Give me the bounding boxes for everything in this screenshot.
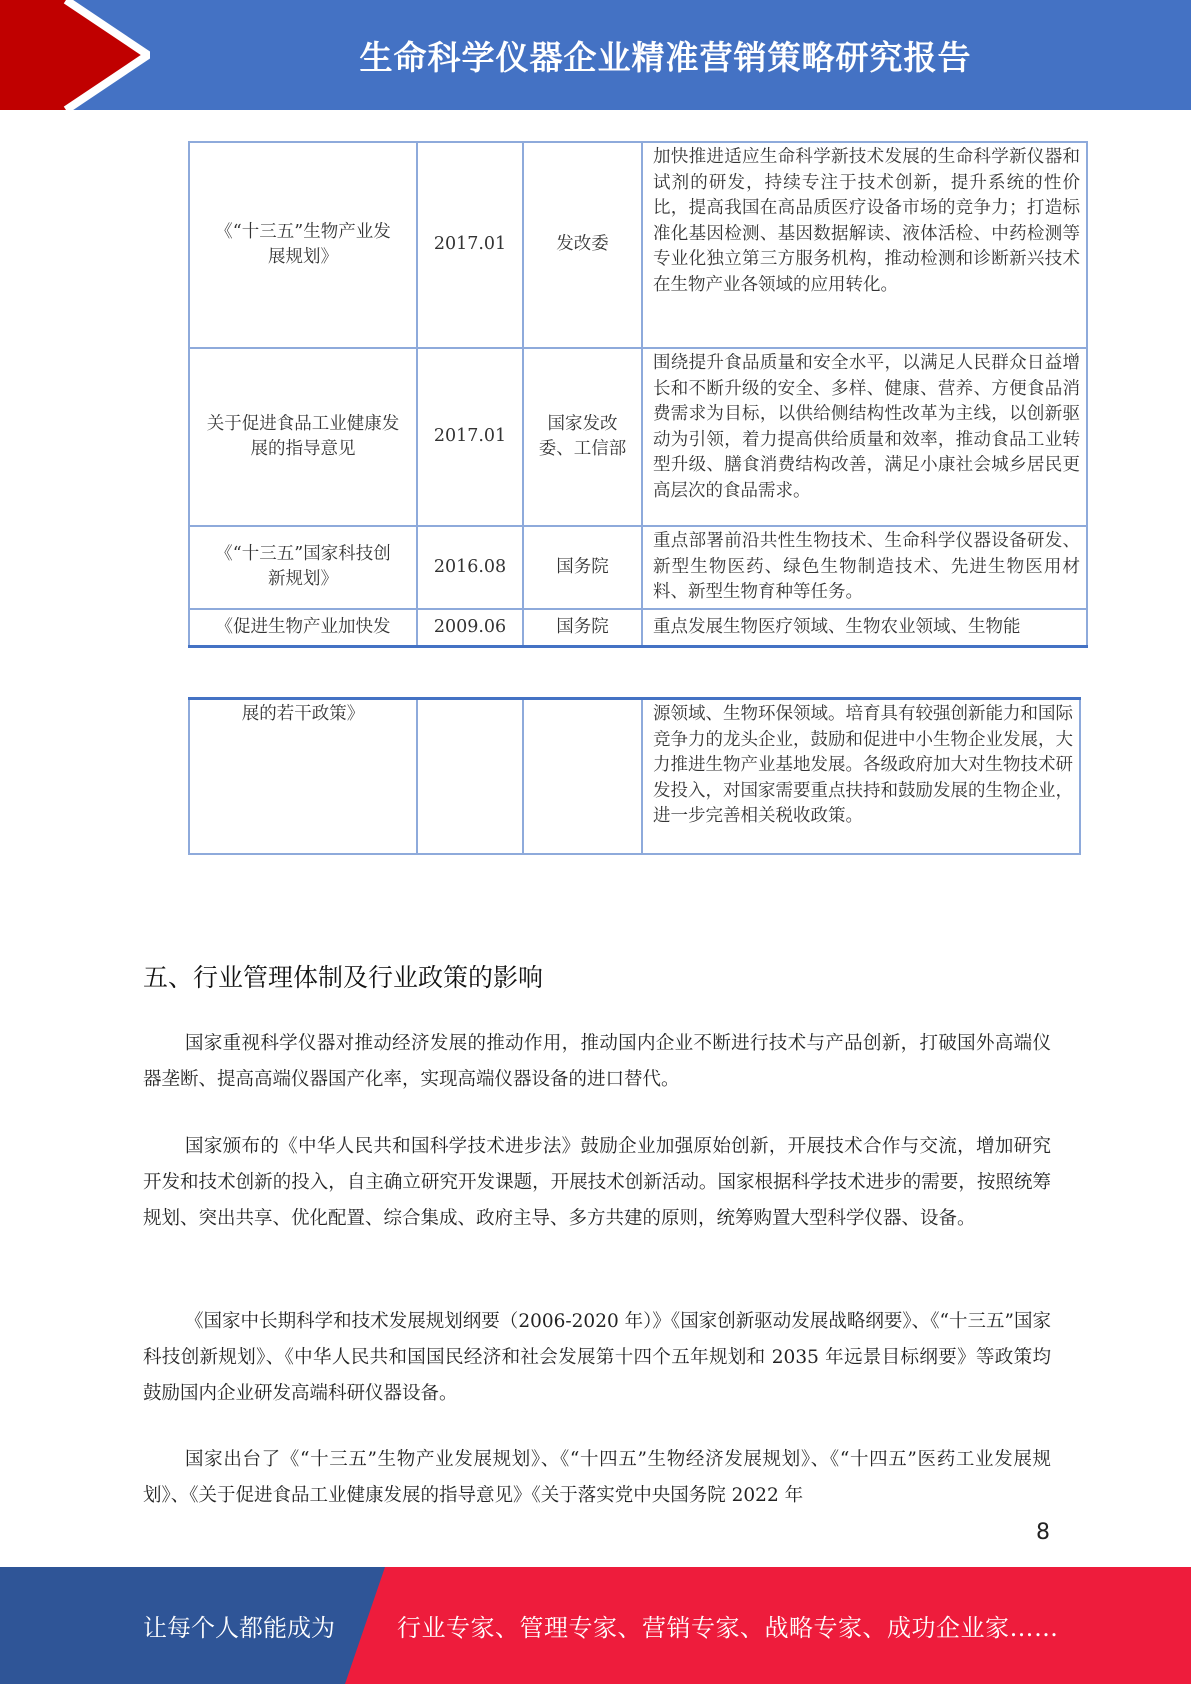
policy-issuer-cell: 国务院: [523, 526, 642, 609]
table-row: [189, 142, 1087, 348]
footer-slogan-right: 行业专家、管理专家、营销专家、战略专家、成功企业家……: [397, 1614, 1059, 1642]
policy-date-cell: 2017.01: [417, 348, 523, 526]
policy-content-cell: 源领域、生物环保领域。培育具有较强创新能力和国际竞争力的龙头企业，鼓励和促进中小生物企业发展，大力推进生物产业基地发展。各级政府加大对生物技术研发投入，对国家需要重点扶持和鼓励发展的生物企业，进一步完善相关税收政策。: [642, 699, 1080, 854]
policy-name-cell: 展的若干政策》: [189, 699, 417, 854]
policy-date-cell: 2016.08: [417, 526, 523, 609]
policy-name-cell: 关于促进食品工业健康发展的指导意见: [189, 348, 417, 526]
policy-name-cell: 《“十三五”生物产业发展规划》: [189, 142, 417, 348]
table-row: [189, 348, 1087, 526]
footer-banner: [0, 1567, 1191, 1684]
page-number: 8: [1036, 1520, 1050, 1545]
policy-content-cell: 围绕提升食品质量和安全水平，以满足人民群众日益增长和不断升级的安全、多样、健康、营养、方便食品消费需求为目标，以供给侧结构性改革为主线，以创新驱动为引领，着力提高供给质量和效率，推动食品工业转型升级、膳食消费结构改善，满足小康社会城乡居民更高层次的食品需求。: [642, 348, 1087, 526]
policy-content-cell: 重点部署前沿共性生物技术、生命科学仪器设备研发、新型生物医药、绿色生物制造技术、先进生物医用材料、新型生物育种等任务。: [642, 526, 1087, 609]
policy-issuer-cell: 国务院: [523, 609, 642, 647]
footer-slogan-left: 让每个人都能成为: [143, 1614, 335, 1642]
section-heading: 五、行业管理体制及行业政策的影响: [143, 963, 544, 992]
policy-issuer-cell: 国家发改委、工信部: [523, 348, 642, 526]
policy-name-cell: 《促进生物产业加快发: [189, 609, 417, 647]
policy-date-cell: [417, 699, 523, 854]
policy-name-cell: 《“十三五”国家科技创新规划》: [189, 526, 417, 609]
policy-content-cell: 加快推进适应生命科学新技术发展的生命科学新仪器和试剂的研发，持续专注于技术创新，提升系统的性价比，提高我国在高品质医疗设备市场的竞争力；打造标准化基因检测、基因数据解读、液体活检、中药检测等专业化独立第三方服务机构，推动检测和诊断新兴技术在生物产业各领域的应用转化。: [642, 142, 1087, 348]
body-paragraph: 国家颁布的《中华人民共和国科学技术进步法》鼓励企业加强原始创新，开展技术合作与交流，增加研究开发和技术创新的投入，自主确立研究开发课题，开展技术创新活动。国家根据科学技术进步的需要，按照统筹规划、突出共享、优化配置、综合集成、政府主导、多方共建的原则，统筹购置大型科学仪器、设备。: [143, 1136, 1051, 1229]
table-row: [189, 699, 1080, 854]
table-row: [189, 526, 1087, 609]
policy-content-cell: 重点发展生物医疗领域、生物农业领域、生物能: [642, 609, 1087, 647]
header-arrow-decoration: [0, 0, 150, 110]
header-banner: [0, 0, 1191, 110]
policy-issuer-cell: 发改委: [523, 142, 642, 348]
policy-date-cell: 2009.06: [417, 609, 523, 647]
table-row: [189, 609, 1087, 647]
body-paragraph: 国家出台了《“十三五”生物产业发展规划》、《“十四五”生物经济发展规划》、《“十四五”医药工业发展规划》、《关于促进食品工业健康发展的指导意见》《关于落实党中央国务院 2022 年: [143, 1449, 1051, 1506]
policy-date-cell: 2017.01: [417, 142, 523, 348]
body-paragraph: 国家重视科学仪器对推动经济发展的推动作用，推动国内企业不断进行技术与产品创新，打破国外高端仪器垄断、提高高端仪器国产化率，实现高端仪器设备的进口替代。: [143, 1033, 1051, 1090]
policy-table-continued: [188, 697, 1081, 855]
body-paragraph: 《国家中长期科学和技术发展规划纲要（2006-2020 年）》《国家创新驱动发展战略纲要》、《“十三五”国家科技创新规划》、《中华人民共和国国民经济和社会发展第十四个五年规划和 2035 年远景目标纲要》等政策均鼓励国内企业研发高端科研仪器设备。: [143, 1311, 1051, 1404]
policy-issuer-cell: [523, 699, 642, 854]
policy-table: [188, 141, 1088, 648]
report-title: 生命科学仪器企业精准营销策略研究报告: [359, 37, 972, 77]
